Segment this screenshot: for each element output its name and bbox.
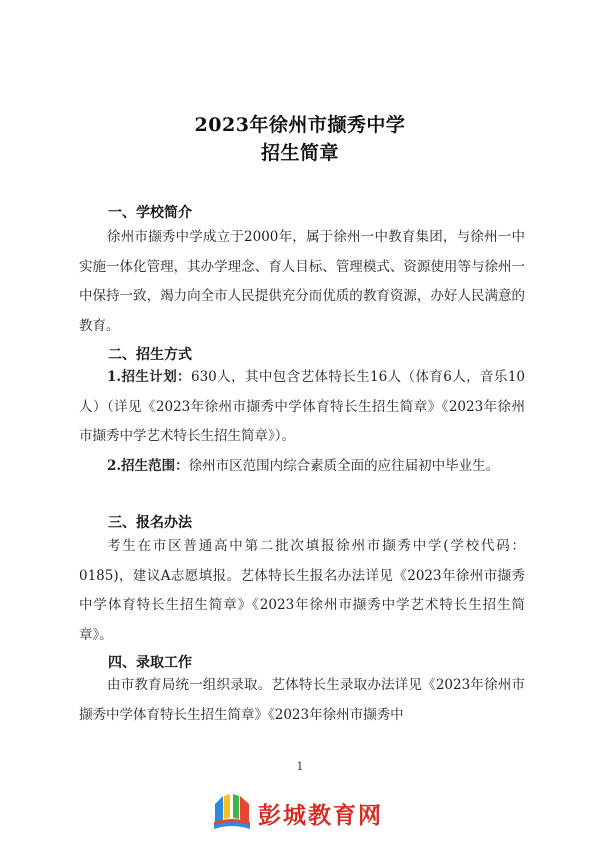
paragraph-scope bbox=[79, 452, 525, 482]
footer-logo-text: 彭城教育网 bbox=[258, 802, 383, 829]
section-heading-intro: 一、学校简介 bbox=[108, 205, 192, 221]
section-heading-admission: 四、录取工作 bbox=[108, 655, 192, 671]
page-number: 1 bbox=[296, 760, 304, 773]
scope-text: 徐州市区范围内综合素质全面的应往届初中毕业生。 bbox=[188, 458, 500, 474]
paragraph-plan bbox=[79, 363, 525, 452]
plan-label: 1.招生计划： bbox=[107, 369, 191, 385]
document-subtitle: 招生简章 bbox=[260, 142, 339, 164]
section-heading-registration: 三、报名办法 bbox=[108, 515, 192, 531]
document-title: 2023年徐州市撷秀中学 bbox=[194, 114, 406, 136]
paragraph-admission: 由市教育局统一组织录取。艺体特长生录取办法详见《2023年徐州市撷秀中学体育特长生招生简章》《2023年徐州市撷秀中 bbox=[79, 677, 525, 723]
paragraph-registration: 考生在市区普通高中第二批次填报徐州市撷秀中学(学校代码：0185)，建议A志愿填报。艺体特长生报名办法详见《2023年徐州市撷秀中学体育特长生招生简章》《2023年徐州市撷秀中学艺术特长生招生简章》。 bbox=[79, 538, 525, 643]
open-book-icon bbox=[212, 792, 252, 834]
paragraph-intro: 徐州市撷秀中学成立于2000年，属于徐州一中教育集团，与徐州一中实施一体化管理，其办学理念、育人目标、管理模式、资源使用等与徐州一中保持一致，竭力向全市人民提供充分而优质的教育资源，办好人民满意的教育。 bbox=[79, 229, 525, 334]
scope-label: 2.招生范围： bbox=[107, 458, 189, 474]
plan-text: 630人，其中包含艺体特长生16人（体育6人，音乐10人）（详见《2023年徐州市撷秀中学体育特长生招生简章》《2023年徐州市撷秀中学艺术特长生招生简章》）。 bbox=[79, 369, 526, 444]
footer-logo bbox=[212, 793, 383, 833]
section-heading-method: 二、招生方式 bbox=[108, 347, 192, 363]
